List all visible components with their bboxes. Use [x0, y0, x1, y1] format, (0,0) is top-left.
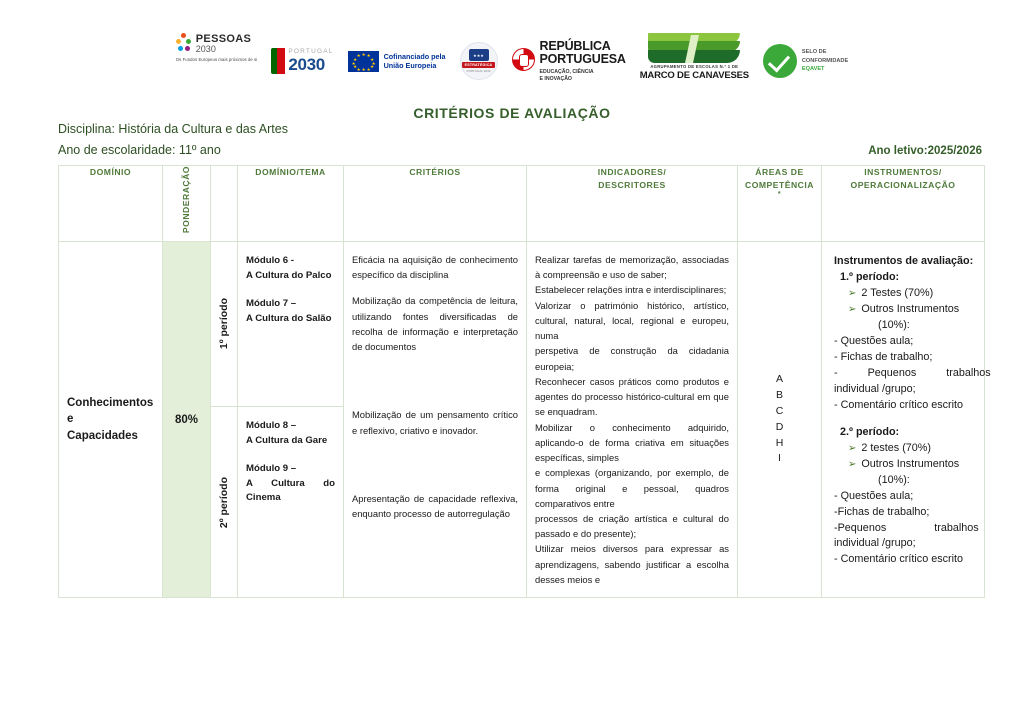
portugal-2030-year: 2030 — [288, 54, 325, 74]
spacer — [352, 365, 518, 407]
eu-cofinanced-line1: Cofinanciado pela — [383, 51, 446, 61]
cell-periodo-1 — [211, 242, 238, 407]
cell-areas-competencia — [738, 242, 822, 598]
criterio-paragraph: Mobilização de um pensamento crítico e reflexivo, criativo e inovador. — [352, 409, 518, 436]
instrumento-item: - Fichas de trabalho; — [834, 350, 933, 363]
portugal-2030-logo — [271, 33, 333, 89]
indicador-item: Reconhecer casos práticos como produtos e agentes do processo histórico-cultural em que se enquadram. — [535, 375, 729, 418]
eqavet-line3: EQAVET — [801, 66, 825, 73]
area-competencia-letter: I — [778, 452, 781, 465]
tema-block: Módulo 7 – A Cultura do Salão — [246, 297, 332, 324]
dominio-text: Conhecimentos e Capacidades — [67, 396, 154, 442]
eu-cofinanced-line2: União Europeia — [383, 61, 437, 70]
pessoas-logo-footer: Os Fundos Europeus mais próximos de si — [175, 57, 258, 62]
instrumento-item: individual /grupo; — [834, 537, 916, 550]
instrumento-item: - Comentário crítico escrito — [834, 553, 963, 566]
republica-line1: REPÚBLICA — [539, 38, 611, 53]
col-header-instrumentos-line2: OPERACIONALIZAÇÃO — [850, 179, 956, 190]
cell-ponderacao: 80% — [163, 242, 211, 598]
ano-escolaridade-label: Ano de escolaridade: 11º ano — [58, 143, 221, 157]
page-title: CRITÉRIOS DE AVALIAÇÃO — [413, 105, 611, 121]
indicador-item: Valorizar o património histórico, artístico, cultural, natural, local, regional e europeu, numa — [535, 299, 729, 342]
tema-block: Módulo 9 – A Cultura do Cinema — [246, 462, 335, 504]
periodo-2-label: 2º período — [218, 476, 230, 528]
area-competencia-letter: A — [775, 372, 783, 385]
republica-line2: PORTUGUESA — [539, 51, 626, 66]
instrumento-item: - Pequenos trabalhos — [834, 366, 991, 379]
republica-sub1: EDUCAÇÃO, CIÊNCIA — [539, 68, 594, 75]
arrow-bullet-icon: ➢ — [848, 287, 857, 299]
european-union-logo — [348, 33, 446, 89]
indicador-item: Mobilizar o conhecimento adquirido, aplicando-o de forma criativa em situações específicas, simples — [535, 421, 729, 464]
estrategica-seal-logo — [460, 33, 498, 89]
arrow-bullet-icon: ➢ — [848, 442, 857, 454]
logo-band — [0, 30, 1024, 92]
table-row — [59, 242, 985, 407]
instrumento-bullet: ➢ 2 testes (70%) — [848, 441, 932, 454]
col-header-criterios: CRITÉRIOS — [344, 166, 527, 242]
eqavet-line1: SELO DE — [801, 49, 827, 56]
col-header-ponderacao-text: PONDERAÇÃO — [181, 166, 192, 234]
instrumento-item: - Questões aula; — [834, 334, 914, 347]
tema-block: Módulo 6 - A Cultura do Palco — [246, 255, 332, 281]
spacer — [352, 449, 518, 491]
area-competencia-letter: B — [775, 388, 783, 401]
indicador-item: Realizar tarefas de memorização, associadas à compreensão e uso de saber; — [535, 254, 729, 281]
instrumentos-heading: Instrumentos de avaliação: — [834, 255, 974, 267]
cell-dominio — [59, 242, 163, 598]
instrumento-item: - Questões aula; — [834, 489, 914, 502]
portugal-flag-icon — [271, 48, 285, 74]
col-header-areas-competencia — [738, 166, 822, 242]
instrumento-item: individual /grupo; — [834, 382, 916, 395]
cell-indicadores — [527, 242, 738, 598]
republica-portuguesa-logo — [512, 33, 626, 89]
agrupamento-line2: MARCO DE CANAVESES — [639, 70, 749, 81]
instrumento-item: -Fichas de trabalho; — [834, 505, 930, 518]
col-header-areas-line1: ÁREAS DE — [755, 167, 804, 177]
instrumento-item: -Pequenos trabalhos — [834, 521, 979, 534]
indicador-item: processos de criação artística e cultural do passado e do presente); — [535, 512, 729, 540]
periodo-1-label: 1.º período: — [840, 270, 900, 283]
seal-band-label: ESTRATÉGICA — [462, 62, 496, 68]
indicador-item: Estabelecer relações intra e interdisciplinares; — [535, 284, 727, 296]
criteria-table — [58, 165, 991, 598]
tema-block: Módulo 8 – A Cultura da Gare — [246, 419, 328, 446]
col-header-indicadores-line1: INDICADORES/ — [597, 167, 667, 177]
arrow-bullet-icon: ➢ — [848, 458, 857, 470]
pessoas-logo-name: PESSOAS — [195, 33, 252, 45]
col-header-periodo-spacer — [211, 166, 238, 242]
area-competencia-letter: H — [775, 436, 784, 449]
instrumento-bullet-continuation: (10%): — [878, 318, 910, 331]
ano-letivo-label: Ano letivo:2025/2026 — [868, 145, 982, 157]
eqavet-line2: CONFORMIDADE — [801, 57, 849, 64]
instrumento-bullet: ➢ 2 Testes (70%) — [848, 286, 934, 299]
cell-temas-periodo-2 — [238, 406, 344, 597]
portuguese-coat-of-arms-icon — [512, 48, 535, 75]
indicador-item: perspetiva de construção da cidadania europeia; — [535, 345, 729, 372]
green-hills-icon — [648, 33, 740, 63]
arrow-bullet-icon: ➢ — [848, 303, 857, 315]
pessoas-2030-logo — [176, 33, 258, 89]
col-header-dominio-tema: DOMÍNIO/TEMA — [238, 166, 344, 242]
col-header-indicadores — [527, 166, 738, 242]
col-header-indicadores-line2: DESCRITORES — [598, 179, 666, 190]
col-header-instrumentos-line1: INSTRUMENTOS/ — [864, 167, 942, 177]
agrupamento-escolas-logo — [640, 33, 749, 89]
criterio-paragraph: Mobilização da competência de leitura, utilizando fontes diversificadas de recolha de informação e interpretação de documentos — [352, 295, 518, 353]
col-header-areas-asterisk: * — [777, 190, 782, 198]
republica-sub2: E INOVAÇÃO — [539, 75, 572, 82]
cell-criterios — [344, 242, 527, 598]
periodo-2-label: 2.º período: — [840, 425, 900, 438]
cell-instrumentos — [822, 242, 991, 598]
criterio-paragraph: Eficácia na aquisição de conhecimento específico da disciplina — [352, 254, 518, 281]
col-header-dominio: DOMÍNIO — [59, 166, 163, 242]
eu-flag-icon: ★ ★ ★ ★ ★ ★ ★ ★ ★ ★ ★ ★ — [348, 51, 379, 72]
instrumento-item: - Comentário crítico escrito — [834, 398, 963, 411]
col-header-instrumentos — [822, 166, 985, 242]
spacer — [834, 414, 978, 425]
indicador-item: Utilizar meios diversos para expressar as aprendizagens, sabendo justificar a escolha desses meios e — [535, 543, 729, 585]
eqavet-logo — [763, 33, 848, 89]
agrupamento-line1: AGRUPAMENTO DE ESCOLAS N.º 1 DE — [650, 64, 739, 69]
instrumento-bullet-continuation: (10%): — [878, 473, 910, 486]
seal-circle-icon: ★★★ ESTRATÉGICA PORTUGAL 2030 — [460, 42, 498, 80]
periodo-1-label: 1º período — [218, 298, 230, 350]
cell-periodo-2 — [211, 406, 238, 597]
area-competencia-letter: C — [775, 404, 784, 417]
indicador-item: e complexas (organizando, por exemplo, de forma original e pessoal, quadros comparativos entre — [535, 467, 729, 509]
disciplina-label: Disciplina: História da Cultura e das Artes — [58, 122, 288, 136]
instrumento-bullet: ➢ Outros Instrumentos — [848, 457, 960, 470]
col-header-areas-line2: COMPETÊNCIA — [744, 179, 814, 190]
seal-footer-label: PORTUGAL 2030 — [466, 69, 491, 73]
checkmark-icon — [763, 44, 797, 78]
instrumento-bullet: ➢ Outros Instrumentos — [848, 302, 960, 315]
pessoas-logo-year: 2030 — [195, 44, 216, 54]
area-competencia-letter: D — [775, 420, 784, 433]
portugal-2030-small-label: PORTUGAL — [288, 48, 334, 56]
cell-temas-periodo-1 — [238, 242, 344, 407]
criterio-paragraph: Apresentação de capacidade reflexiva, enquanto processo de autorregulação — [352, 492, 518, 520]
col-header-ponderacao — [163, 166, 211, 242]
table-header-row — [59, 166, 985, 242]
pessoas-flower-icon — [176, 33, 192, 55]
